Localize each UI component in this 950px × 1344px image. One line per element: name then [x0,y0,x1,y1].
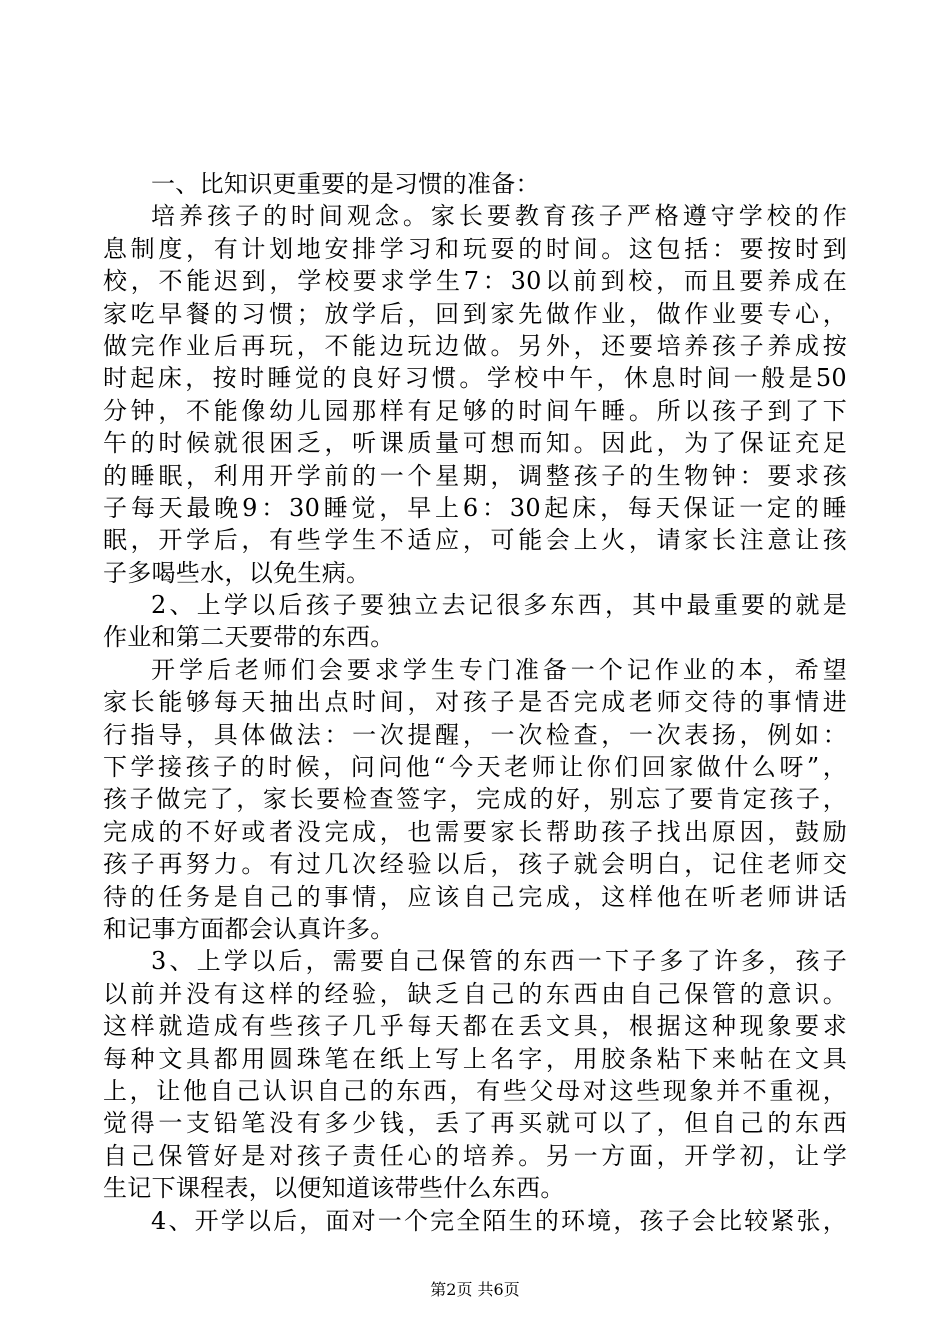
text-line: 3、上学以后，需要自己保管的东西一下子多了许多，孩子 [151,947,847,976]
text-line: 觉得一支铅笔没有多少钱，丢了再买就可以了，但自己的东西 [103,1109,847,1138]
text-line: 2、上学以后孩子要独立去记很多东西，其中最重要的就是 [151,591,847,620]
text-line: 和记事方面都会认真许多。 [103,914,395,943]
text-line: 每种文具都用圆珠笔在纸上写上名字，用胶条粘下来帖在文具 [103,1044,847,1073]
text-line: 下学接孩子的时候，问问他“今天老师让你们回家做什么呀”， [103,753,847,782]
text-line: 家吃早餐的习惯；放学后，回到家先做作业，做作业要专心， [103,299,847,328]
text-line: 行指导，具体做法：一次提醒，一次检查，一次表扬，例如： [103,720,847,749]
text-line: 子每天最晚9：30睡觉，早上6：30起床，每天保证一定的睡 [103,493,847,522]
text-line: 一、比知识更重要的是习惯的准备： [151,170,540,198]
text-line: 这样就造成有些孩子几乎每天都在丢文具，根据这种现象要求 [103,1012,847,1041]
text-line: 待的任务是自己的事情，应该自己完成，这样他在听老师讲话 [103,882,847,911]
text-line: 开学后老师们会要求学生专门准备一个记作业的本，希望 [151,655,847,684]
text-line: 眠，开学后，有些学生不适应，可能会上火，请家长注意让孩 [103,526,847,555]
document-body [103,168,847,1237]
text-line: 以前并没有这样的经验，缺乏自己的东西由自己保管的意识。 [103,979,847,1008]
text-line: 4、开学以后，面对一个完全陌生的环境，孩子会比较紧张， [151,1206,847,1235]
text-line: 孩子做完了，家长要检查签字，完成的好，别忘了要肯定孩子， [103,785,847,814]
text-line: 分钟，不能像幼儿园那样有足够的时间午睡。所以孩子到了下 [103,396,847,425]
text-line: 培养孩子的时间观念。家长要教育孩子严格遵守学校的作 [151,202,847,231]
text-line: 家长能够每天抽出点时间，对孩子是否完成老师交待的事情进 [103,688,847,717]
text-line: 上，让他自己认识自己的东西，有些父母对这些现象并不重视， [103,1076,847,1105]
text-line: 生记下课程表，以便知道该带些什么东西。 [103,1174,565,1203]
text-line: 息制度，有计划地安排学习和玩耍的时间。这包括：要按时到 [103,234,847,263]
text-line: 时起床，按时睡觉的良好习惯。学校中午，休息时间一般是50 [103,364,847,393]
text-line: 的睡眠，利用开学前的一个星期，调整孩子的生物钟：要求孩 [103,461,847,490]
text-line: 校，不能迟到，学校要求学生7：30以前到校，而且要养成在 [103,267,847,296]
text-line: 孩子再努力。有过几次经验以后，孩子就会明白，记住老师交 [103,850,847,879]
text-line: 自己保管好是对孩子责任心的培养。另一方面，开学初，让学 [103,1141,847,1170]
text-line: 子多喝些水，以免生病。 [103,558,371,587]
text-line: 做完作业后再玩，不能边玩边做。另外，还要培养孩子养成按 [103,331,847,360]
text-line: 午的时候就很困乏，听课质量可想而知。因此，为了保证充足 [103,429,847,458]
text-line: 作业和第二天要带的东西。 [103,623,395,652]
text-line: 完成的不好或者没完成，也需要家长帮助孩子找出原因，鼓励 [103,817,847,846]
page-footer: 第2页 共6页 [430,1280,520,1299]
